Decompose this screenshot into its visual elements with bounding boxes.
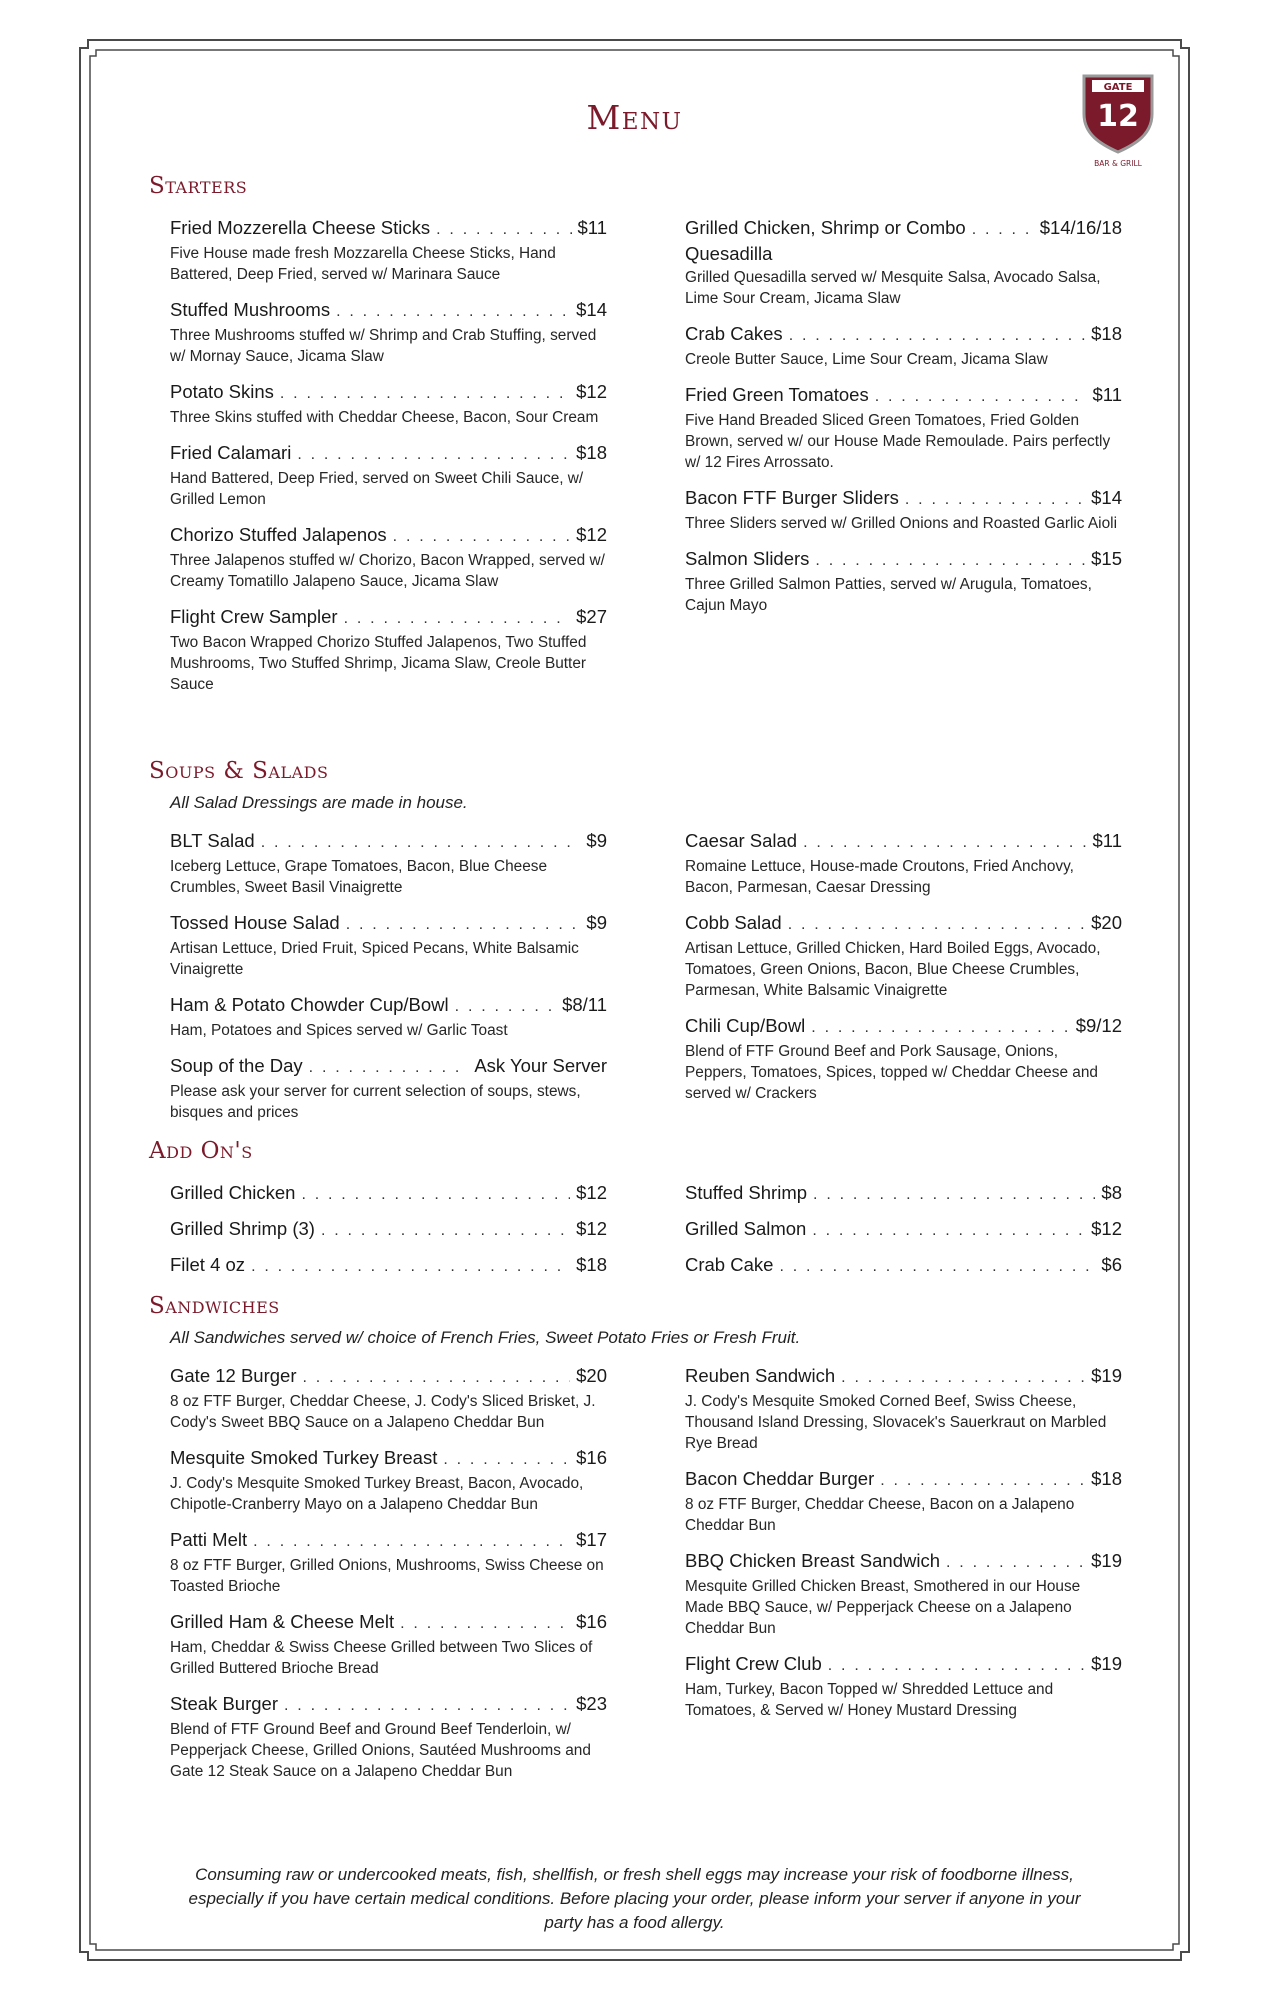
menu-item — [170, 1692, 607, 1782]
menu-item — [170, 829, 607, 898]
item-price: $6 — [1101, 1254, 1122, 1275]
item-name-line2: Quesadilla — [685, 243, 773, 264]
menu-item — [170, 1528, 607, 1597]
menu-item — [685, 322, 1122, 370]
item-price: $12 — [1091, 1218, 1122, 1239]
sandwiches-left-column — [170, 1364, 607, 1795]
dot-leader — [803, 831, 1086, 855]
item-price: $11 — [577, 217, 607, 238]
item-description: J. Cody's Mesquite Smoked Turkey Breast, Bacon, Avocado, Chipotle-Cranberry Mayo on a Jalapeno Cheddar Bun — [170, 1475, 584, 1513]
item-name: Caesar Salad — [685, 830, 798, 851]
dot-leader — [905, 488, 1085, 512]
item-price: $18 — [1091, 1468, 1122, 1489]
item-price: $9 — [586, 830, 607, 851]
menu-item — [685, 1364, 1122, 1454]
item-name: Steak Burger — [170, 1693, 278, 1714]
item-description: 8 oz FTF Burger, Cheddar Cheese, Bacon on a Jalapeno Cheddar Bun — [685, 1496, 1075, 1534]
menu-item — [685, 1253, 1122, 1279]
item-name: Salmon Sliders — [685, 548, 810, 569]
dot-leader — [284, 1694, 570, 1718]
menu-item — [170, 1217, 607, 1243]
starters-right-column — [685, 216, 1122, 708]
item-description: Three Mushrooms stuffed w/ Shrimp and Crab Stuffing, served w/ Mornay Sauce, Jicama Slaw — [170, 327, 597, 365]
starters-left-column — [170, 216, 607, 708]
item-price: $23 — [576, 1693, 607, 1714]
item-description: Creole Butter Sauce, Lime Sour Cream, Jicama Slaw — [685, 351, 1048, 368]
item-price: $16 — [576, 1447, 607, 1468]
item-price: $12 — [576, 524, 607, 545]
dot-leader — [443, 1448, 570, 1472]
item-name: Bacon FTF Burger Sliders — [685, 487, 899, 508]
item-description: Artisan Lettuce, Dried Fruit, Spiced Pecans, White Balsamic Vinaigrette — [170, 940, 579, 978]
menu-item — [685, 216, 1122, 309]
logo-gate-text: GATE — [1103, 82, 1133, 93]
dot-leader — [779, 1255, 1095, 1279]
item-name: Bacon Cheddar Burger — [685, 1468, 875, 1489]
dot-leader — [309, 1056, 469, 1080]
item-description: Iceberg Lettuce, Grape Tomatoes, Bacon, Blue Cheese Crumbles, Sweet Basil Vinaigrette — [170, 858, 548, 896]
soups-left-column — [170, 829, 607, 1136]
item-description: Ham, Cheddar & Swiss Cheese Grilled between Two Slices of Grilled Buttered Brioche Bread — [170, 1639, 593, 1677]
item-name: Crab Cakes — [685, 323, 783, 344]
item-name: Grilled Salmon — [685, 1218, 807, 1239]
dot-leader — [303, 1366, 571, 1390]
item-name: Filet 4 oz — [170, 1254, 246, 1275]
menu-item — [170, 380, 607, 428]
item-description: Three Sliders served w/ Grilled Onions and Roasted Garlic Aioli — [685, 515, 1117, 532]
item-price: $18 — [576, 442, 607, 463]
menu-item — [685, 547, 1122, 616]
item-description: Mesquite Grilled Chicken Breast, Smothered in our House Made BBQ Sauce, w/ Pepperjack Cheese on a Jalapeno Cheddar Bun — [685, 1578, 1081, 1637]
dot-leader — [972, 218, 1034, 242]
menu-item — [170, 441, 607, 510]
item-description: Two Bacon Wrapped Chorizo Stuffed Jalapenos, Two Stuffed Mushrooms, Two Stuffed Shrimp, Jicama Slaw, Creole Butter Sauce — [170, 634, 587, 693]
sandwiches-section — [149, 1292, 1122, 1795]
dot-leader — [253, 1530, 570, 1554]
soups-salads-title: Soups & Salads — [149, 758, 329, 784]
menu-item — [685, 829, 1122, 898]
item-price: $27 — [576, 606, 607, 627]
menu-item — [685, 1652, 1122, 1721]
item-name: Ham & Potato Chowder Cup/Bowl — [170, 994, 449, 1015]
item-price: $20 — [1091, 912, 1122, 933]
add-ons-title: Add On's — [149, 1138, 253, 1164]
soups-right-column — [685, 829, 1122, 1136]
item-price: $14 — [576, 299, 607, 320]
item-description: Please ask your server for current selection of soups, stews, bisques and prices — [170, 1083, 581, 1121]
item-description: Three Grilled Salmon Patties, served w/ Arugula, Tomatoes, Cajun Mayo — [685, 576, 1092, 614]
menu-item — [170, 1253, 607, 1279]
starters-section — [149, 172, 1122, 708]
item-price: Ask Your Server — [474, 1055, 607, 1076]
item-description: Ham, Potatoes and Spices served w/ Garlic Toast — [170, 1022, 508, 1039]
menu-item — [685, 1549, 1122, 1639]
dot-leader — [301, 1183, 570, 1207]
dot-leader — [875, 385, 1087, 409]
menu-item — [170, 298, 607, 367]
item-price: $8 — [1101, 1182, 1122, 1203]
dot-leader — [251, 1255, 570, 1279]
item-name: Fried Calamari — [170, 442, 292, 463]
item-price: $18 — [576, 1254, 607, 1275]
sandwiches-title: Sandwiches — [149, 1293, 280, 1319]
item-description: Five Hand Breaded Sliced Green Tomatoes, Fried Golden Brown, served w/ our House Made Remoulade. Pairs perfectly w/ 12 Fires Arrossato. — [685, 412, 1111, 471]
item-name: Stuffed Mushrooms — [170, 299, 331, 320]
menu-item — [170, 1446, 607, 1515]
add-ons-right-column — [685, 1181, 1122, 1289]
item-description: Blend of FTF Ground Beef and Pork Sausage, Onions, Peppers, Tomatoes, Spices, topped w/ Cheddar Cheese and served w/ Crackers — [685, 1043, 1098, 1102]
dot-leader — [297, 443, 570, 467]
item-price: $14 — [1091, 487, 1122, 508]
item-price: $19 — [1091, 1365, 1122, 1386]
item-name: Crab Cake — [685, 1254, 774, 1275]
item-description: Five House made fresh Mozzarella Cheese Sticks, Hand Battered, Deep Fried, served w/ Marinara Sauce — [170, 245, 556, 283]
menu-item — [685, 911, 1122, 1001]
dot-leader — [812, 1219, 1085, 1243]
item-name: Chili Cup/Bowl — [685, 1015, 806, 1036]
item-description: Ham, Turkey, Bacon Topped w/ Shredded Lettuce and Tomatoes, & Served w/ Honey Mustard Dressing — [685, 1681, 1054, 1719]
item-name: Chorizo Stuffed Jalapenos — [170, 524, 387, 545]
menu-item — [685, 1014, 1122, 1104]
logo-bar-grill-text: BAR & GRILL — [1094, 159, 1142, 168]
item-name: Fried Green Tomatoes — [685, 384, 869, 405]
item-price: $12 — [576, 1218, 607, 1239]
food-safety-disclaimer: Consuming raw or undercooked meats, fish, shellfish, or fresh shell eggs may increase your risk of foodborne illness, especially if you have certain medical conditions. Before placing your order, please inform your server if anyone in your party has a food allergy. — [188, 1865, 1081, 1932]
menu-item — [170, 1364, 607, 1433]
item-name: Flight Crew Club — [685, 1653, 822, 1674]
item-price: $9/12 — [1075, 1015, 1122, 1036]
menu-item — [170, 216, 607, 285]
soups-salads-section — [149, 757, 1122, 1136]
dot-leader — [946, 1551, 1085, 1575]
item-name: Potato Skins — [170, 381, 274, 402]
dot-leader — [336, 300, 570, 324]
item-price: $12 — [576, 381, 607, 402]
item-description: Grilled Quesadilla served w/ Mesquite Salsa, Avocado Salsa, Lime Sour Cream, Jicama Slaw — [685, 269, 1101, 307]
item-price: $9 — [586, 912, 607, 933]
item-name: Stuffed Shrimp — [685, 1182, 808, 1203]
dot-leader — [813, 1183, 1095, 1207]
menu-item — [170, 1054, 607, 1123]
menu-item — [685, 1217, 1122, 1243]
item-name: Grilled Chicken, Shrimp or Combo — [685, 217, 966, 238]
menu-item — [170, 993, 607, 1041]
dot-leader — [841, 1366, 1085, 1390]
item-name: Patti Melt — [170, 1529, 248, 1550]
dot-leader — [261, 831, 581, 855]
item-price: $11 — [1092, 830, 1122, 851]
dot-leader — [455, 995, 556, 1019]
sandwiches-note: All Sandwiches served w/ choice of French Fries, Sweet Potato Fries or Fresh Fruit. — [170, 1328, 801, 1347]
item-description: Hand Battered, Deep Fried, served on Sweet Chili Sauce, w/ Grilled Lemon — [170, 470, 584, 508]
item-price: $15 — [1091, 548, 1122, 569]
item-price: $17 — [576, 1529, 607, 1550]
dot-leader — [321, 1219, 570, 1243]
item-name: Grilled Ham & Cheese Melt — [170, 1611, 395, 1632]
item-name: Mesquite Smoked Turkey Breast — [170, 1447, 438, 1468]
dot-leader — [393, 525, 570, 549]
item-description: Blend of FTF Ground Beef and Ground Beef Tenderloin, w/ Pepperjack Cheese, Grilled Onions, Sautéed Mushrooms and Gate 12 Steak Sauce on a Jalapeno Cheddar Bun — [170, 1721, 591, 1780]
dot-leader — [346, 913, 581, 937]
page-title: Menu — [586, 98, 683, 137]
menu-item — [170, 1610, 607, 1679]
item-name: Tossed House Salad — [170, 912, 340, 933]
item-price: $20 — [576, 1365, 607, 1386]
item-name: Grilled Chicken — [170, 1182, 296, 1203]
dot-leader — [789, 324, 1085, 348]
menu-item — [685, 486, 1122, 534]
item-description: Romaine Lettuce, House-made Croutons, Fried Anchovy, Bacon, Parmesan, Caesar Dressing — [685, 858, 1074, 896]
dot-leader — [280, 382, 570, 406]
item-price: $18 — [1091, 323, 1122, 344]
item-name: Gate 12 Burger — [170, 1365, 297, 1386]
dot-leader — [400, 1612, 570, 1636]
item-price: $11 — [1092, 384, 1122, 405]
item-price: $12 — [576, 1182, 607, 1203]
item-name: Reuben Sandwich — [685, 1365, 836, 1386]
item-price: $14/16/18 — [1039, 217, 1122, 238]
dot-leader — [815, 549, 1085, 573]
soups-salads-note: All Salad Dressings are made in house. — [170, 793, 468, 812]
item-name: Fried Mozzerella Cheese Sticks — [170, 217, 431, 238]
item-price: $8/11 — [562, 994, 607, 1015]
item-description: J. Cody's Mesquite Smoked Corned Beef, Swiss Cheese, Thousand Island Dressing, Slovacek's Sauerkraut on Marbled Rye Bread — [685, 1393, 1107, 1452]
item-description: Three Jalapenos stuffed w/ Chorizo, Bacon Wrapped, served w/ Creamy Tomatillo Jalapeno Sauce, Jicama Slaw — [170, 552, 605, 590]
menu-item — [170, 1181, 607, 1207]
item-price: $19 — [1091, 1550, 1122, 1571]
item-description: Three Skins stuffed with Cheddar Cheese, Bacon, Sour Cream — [170, 409, 599, 426]
item-name: BBQ Chicken Breast Sandwich — [685, 1550, 941, 1571]
dot-leader — [880, 1469, 1085, 1493]
dot-leader — [436, 218, 571, 242]
gate-12-logo — [1078, 70, 1158, 170]
menu-item — [685, 383, 1122, 473]
dot-leader — [788, 913, 1085, 937]
item-name: Cobb Salad — [685, 912, 782, 933]
menu-item — [685, 1181, 1122, 1207]
menu-item — [170, 911, 607, 980]
add-ons-left-column — [170, 1181, 607, 1289]
item-price: $16 — [576, 1611, 607, 1632]
sandwiches-right-column — [685, 1364, 1122, 1795]
starters-title: Starters — [149, 173, 248, 199]
item-name: BLT Salad — [170, 830, 255, 851]
dot-leader — [828, 1654, 1085, 1678]
menu-item — [170, 523, 607, 592]
item-name: Soup of the Day — [170, 1055, 303, 1076]
item-description: 8 oz FTF Burger, Grilled Onions, Mushrooms, Swiss Cheese on Toasted Brioche — [170, 1557, 604, 1595]
logo-number: 12 — [1097, 99, 1139, 134]
dot-leader — [811, 1016, 1069, 1040]
menu-item — [685, 1467, 1122, 1536]
add-ons-section — [149, 1137, 1122, 1289]
item-description: 8 oz FTF Burger, Cheddar Cheese, J. Cody's Sliced Brisket, J. Cody's Sweet BBQ Sauce on a Jalapeno Cheddar Bun — [170, 1393, 596, 1431]
item-price: $19 — [1091, 1653, 1122, 1674]
item-name: Grilled Shrimp (3) — [170, 1218, 315, 1239]
item-description: Artisan Lettuce, Grilled Chicken, Hard Boiled Eggs, Avocado, Tomatoes, Green Onions, Bacon, Blue Cheese Crumbles, Parmesan, White Balsamic Vinaigrette — [685, 940, 1101, 999]
dot-leader — [344, 607, 571, 631]
menu-item — [170, 605, 607, 695]
item-name: Flight Crew Sampler — [170, 606, 338, 627]
